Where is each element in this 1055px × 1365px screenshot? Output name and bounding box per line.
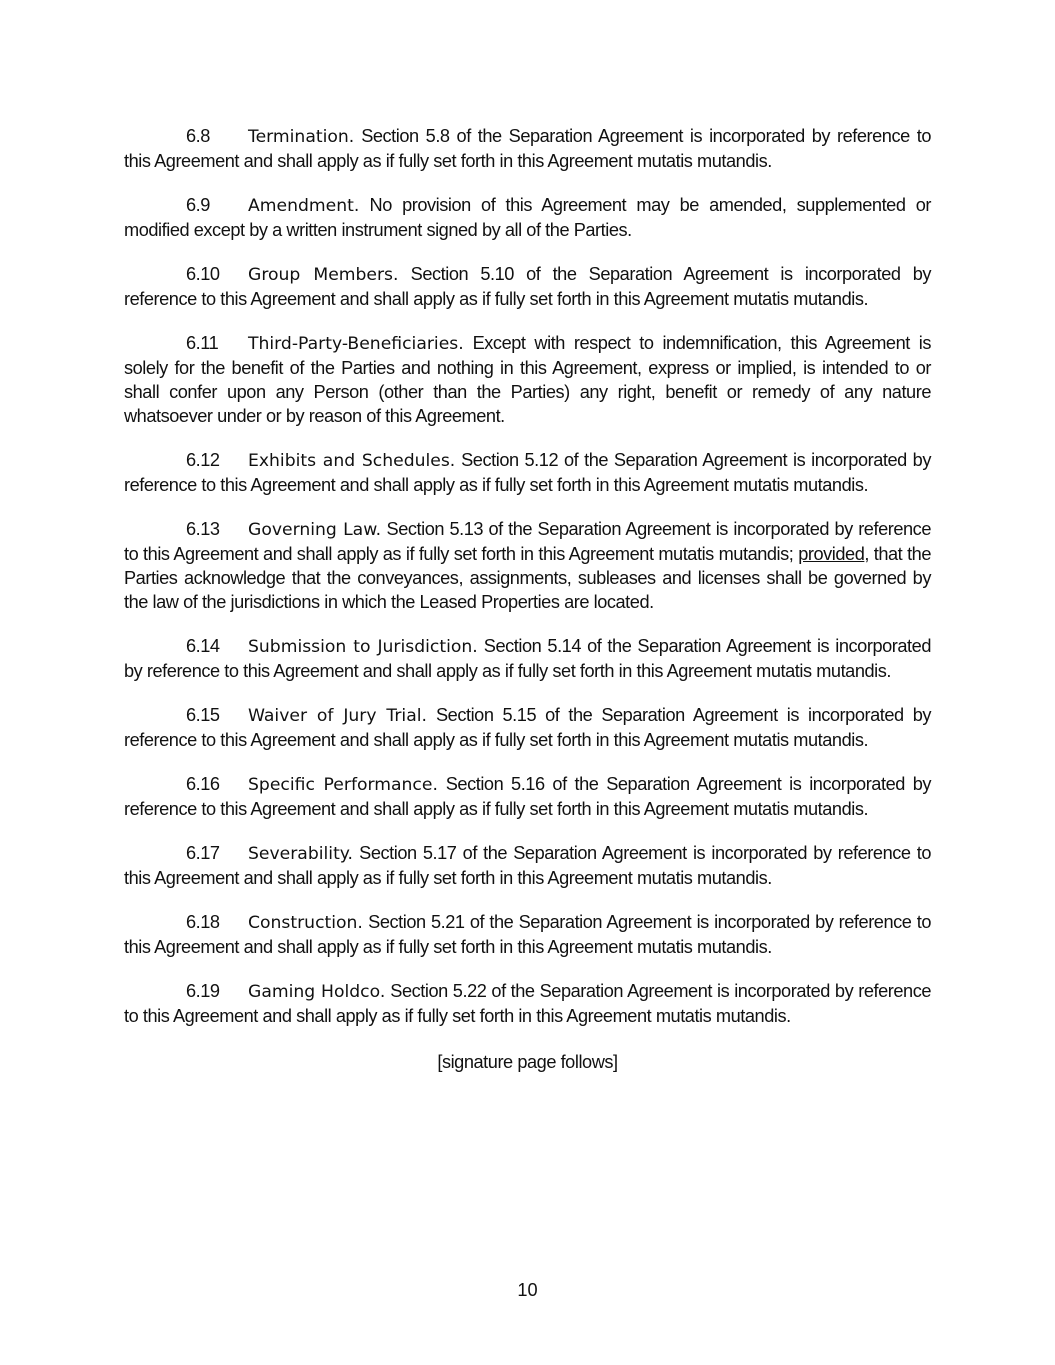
section-6-10 [124, 262, 931, 311]
section-number: 6.17 [186, 843, 220, 863]
section-6-17 [124, 841, 931, 890]
section-text: Section 5.14 of the Separation Agreement is incorporated by reference to this Agreement and shall apply as if fully set forth in this Agreement mutatis mutandis. [124, 636, 931, 681]
section-number: 6.15 [186, 705, 220, 725]
section-heading: Amendment. [248, 196, 360, 216]
section-heading: Severability. [248, 844, 353, 864]
section-heading: Exhibits and Schedules. [248, 451, 456, 471]
section-heading: Specific Performance. [248, 775, 438, 795]
section-6-16 [124, 772, 931, 821]
section-6-13 [124, 517, 931, 614]
section-6-12 [124, 448, 931, 497]
section-text: Section 5.22 of the Separation Agreement is incorporated by reference to this Agreement and shall apply as if fully set forth in this Agreement mutatis mutandis. [124, 981, 932, 1026]
section-heading: Governing Law. [248, 520, 382, 540]
section-6-14 [124, 634, 931, 683]
section-text: No provision of this Agreement may be amended, supplemented or modified except by a written instrument signed by all of the Parties. [124, 195, 931, 240]
section-number: 6.10 [186, 264, 220, 284]
section-text: Section 5.12 of the Separation Agreement is incorporated by reference to this Agreement and shall apply as if fully set forth in this Agreement mutatis mutandis. [124, 450, 931, 495]
signature-page-note: [signature page follows] [437, 1052, 618, 1072]
section-heading: Group Members. [248, 265, 399, 285]
section-6-19 [124, 979, 931, 1028]
section-number: 6.11 [186, 333, 219, 353]
provided-underlined-term: provided [798, 544, 865, 564]
section-text: Section 5.21 of the Separation Agreement is incorporated by reference to this Agreement and shall apply as if fully set forth in this Agreement mutatis mutandis. [124, 912, 931, 957]
section-text: Section 5.15 of the Separation Agreement is incorporated by reference to this Agreement and shall apply as if fully set forth in this Agreement mutatis mutandis. [124, 705, 932, 750]
section-heading: Termination. [248, 127, 355, 147]
section-heading: Submission to Jurisdiction. [248, 637, 478, 657]
section-text: Section 5.16 of the Separation Agreement is incorporated by reference to this Agreement and shall apply as if fully set forth in this Agreement mutatis mutandis. [124, 774, 931, 819]
section-6-9 [124, 193, 931, 242]
section-text: Section 5.13 of the Separation Agreement is incorporated by reference to this Agreement and shall apply as if fully set forth in this Agreement mutatis mutandis; [124, 519, 931, 564]
section-6-8 [124, 124, 931, 173]
section-text: Except with respect to indemnification, this Agreement is solely for the benefit of the Parties and nothing in this Agreement, express or implied, is intended to or shall confer upon any Person (other than the Parties) any right, benefit or remedy of any nature whatsoever under or by reason of this Agreement. [124, 333, 931, 426]
section-number: 6.16 [186, 774, 220, 794]
section-6-18 [124, 910, 931, 959]
section-number: 6.19 [186, 981, 220, 1001]
section-number: 6.14 [186, 636, 220, 656]
section-text: Section 5.8 of the Separation Agreement is incorporated by reference to this Agreement and shall apply as if fully set forth in this Agreement mutatis mutandis. [124, 126, 931, 171]
section-text: Section 5.17 of the Separation Agreement is incorporated by reference to this Agreement and shall apply as if fully set forth in this Agreement mutatis mutandis. [124, 843, 931, 888]
section-heading: Waiver of Jury Trial. [248, 706, 427, 726]
section-number: 6.12 [186, 450, 220, 470]
section-number: 6.18 [186, 912, 220, 932]
section-number: 6.9 [186, 195, 210, 215]
document-page [124, 124, 931, 1074]
section-text-after: , that the Parties acknowledge that the conveyances, assignments, subleases and licenses shall be governed by the law of the jurisdictions in which the Leased Properties are located. [124, 544, 931, 612]
section-number: 6.8 [186, 126, 210, 146]
section-text: Section 5.10 of the Separation Agreement is incorporated by reference to this Agreement and shall apply as if fully set forth in this Agreement mutatis mutandis. [124, 264, 932, 309]
section-6-15 [124, 703, 931, 752]
section-number: 6.13 [186, 519, 220, 539]
section-6-11 [124, 331, 931, 428]
section-heading: Gaming Holdco. [248, 982, 386, 1002]
page-number: 10 [517, 1280, 538, 1300]
section-heading: Construction. [248, 913, 363, 933]
section-heading: Third-Party-Beneficiaries. [248, 334, 464, 354]
